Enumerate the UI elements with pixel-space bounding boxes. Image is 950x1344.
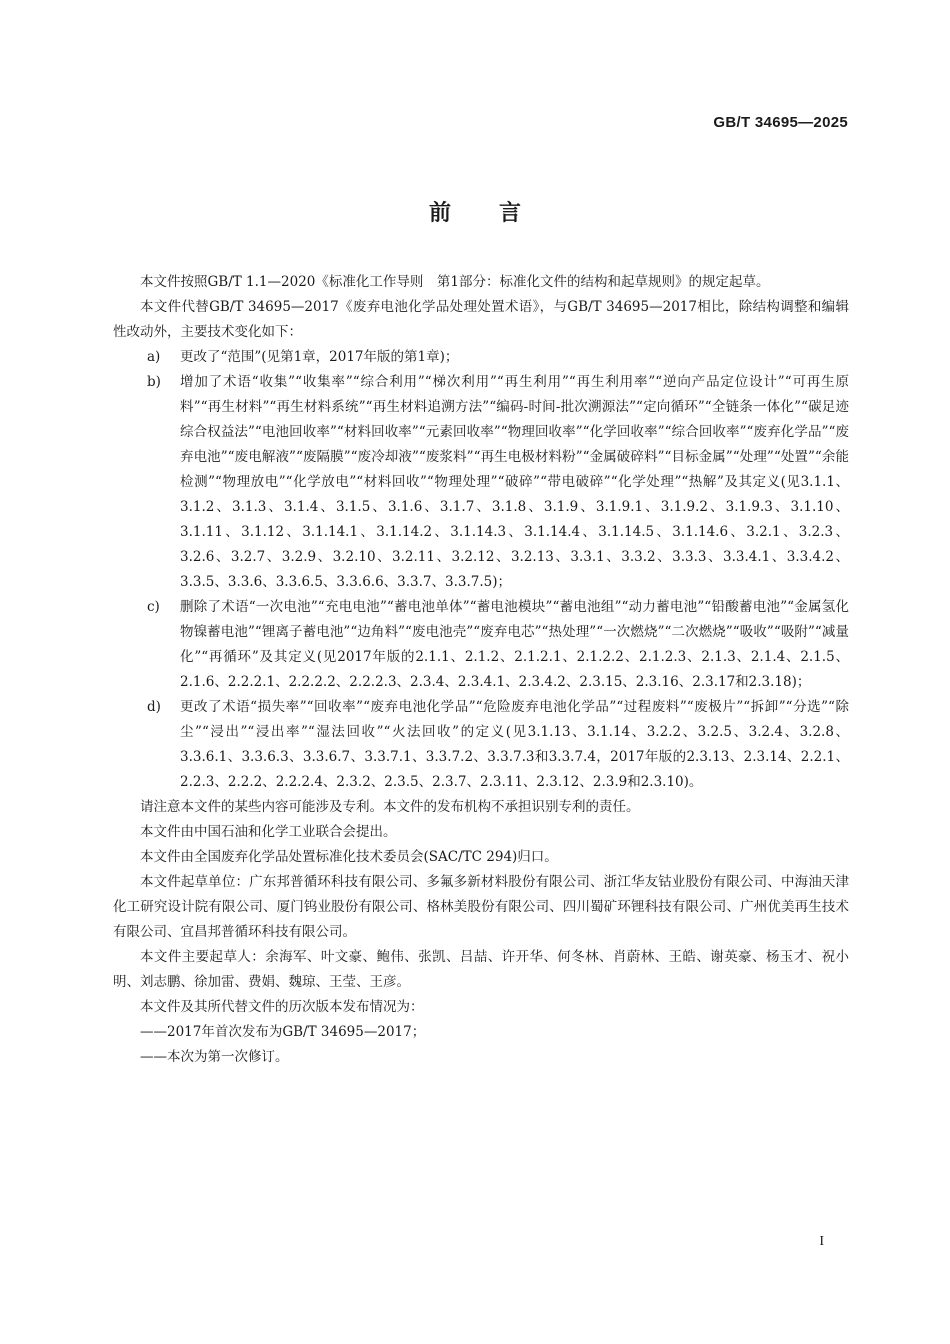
- change-item-b: [113, 370, 849, 595]
- change-text: 删除了术语“一次电池”“充电电池”“蓄电池单体”“蓄电池模块”“蓄电池组”“动力蓄电池”“铅酸蓄电池”“金属氢化物镍蓄电池”“锂离子蓄电池”“边角料”“废电池壳”“废弃电芯”“热处理”“一次燃烧”“二次燃烧”“吸收”“吸附”“减量化”“再循环”及其定义(见2017年版的2.1.1、2.1.2、2.1.2.1、2.1.2.2、2.1.2.3、2.1.3、2.1.4、2.1.5、2.1.6、2.2.2.1、2.2.2.2、2.2.2.3、2.3.4、2.3.4.1、2.3.4.2、2.3.15、2.3.16、2.3.17和2.3.18)；: [180, 599, 849, 690]
- patent-notice: 请注意本文件的某些内容可能涉及专利。本文件的发布机构不承担识别专利的责任。: [140, 799, 640, 815]
- change-text: 更改了“范围”(见第1章，2017年版的第1章)；: [180, 349, 459, 365]
- change-text: 更改了术语“损失率”“回收率”“废弃电池化学品”“危险废弃电池化学品”“过程废料”“废极片”“拆卸”“分选”“除尘”“浸出”“浸出率”“湿法回收”“火法回收”的定义(见3.1.13、3.1.14、3.2.2、3.2.5、3.2.4、3.2.8、3.3.6.1、3.3.6.3、3.3.6.7、3.3.7.1、3.3.7.2、3.3.7.3和3.3.7.4，2017年版的2.3.13、2.3.14、2.2.1、2.2.3、2.2.2、2.2.2.4、2.3.2、2.3.5、2.3.7、2.3.11、2.3.12、2.3.9和2.3.10)。: [180, 699, 849, 790]
- history-item: ——本次为第一次修订。: [140, 1049, 289, 1065]
- change-item-d: [113, 695, 849, 795]
- history-intro: 本文件及其所代替文件的历次版本发布情况为：: [140, 999, 424, 1015]
- page-number: I: [819, 1234, 824, 1249]
- paragraph-replacement: 本文件代替GB/T 34695—2017《废弃电池化学品处理处置术语》，与GB/T 34695—2017相比，除结构调整和编辑性改动外，主要技术变化如下：: [113, 299, 849, 340]
- change-marker: b): [147, 374, 161, 390]
- change-marker: c): [147, 599, 160, 615]
- change-text: 增加了术语“收集”“收集率”“综合利用”“梯次利用”“再生利用”“再生利用率”“逆向产品定位设计”“可再生原料”“再生材料”“再生材料系统”“再生材料追溯方法”“编码-时间-批次溯源法”“定向循环”“全链条一体化”“碳足迹综合权益法”“电池回收率”“材料回收率”“元素回收率”“物理回收率”“化学回收率”“综合回收率”“废弃化学品”“废弃电池”“废电解液”“废隔膜”“废冷却液”“废浆料”“再生电极材料粉”“金属破碎料”“目标金属”“处理”“处置”“余能检测”“物理放电”“化学放电”“材料回收”“物理处理”“破碎”“带电破碎”“化学处理”“热解”及其定义(见3.1.1、3.1.2、3.1.3、3.1.4、3.1.5、3.1.6、3.1.7、3.1.8、3.1.9、3.1.9.1、3.1.9.2、3.1.9.3、3.1.10、3.1.11、3.1.12、3.1.14.1、3.1.14.2、3.1.14.3、3.1.14.4、3.1.14.5、3.1.14.6、3.2.1、3.2.3、3.2.6、3.2.7、3.2.9、3.2.10、3.2.11、3.2.12、3.2.13、3.3.1、3.3.2、3.3.3、3.3.4.1、3.3.4.2、3.3.5、3.3.6、3.3.6.5、3.3.6.6、3.3.7、3.3.7.5)；: [180, 374, 849, 590]
- change-item-c: [113, 595, 849, 695]
- change-marker: d): [147, 699, 161, 715]
- change-marker: a): [147, 349, 161, 365]
- document-body: [113, 270, 849, 1070]
- change-item-a: [113, 345, 849, 370]
- standard-number: GB/T 34695—2025: [713, 114, 848, 131]
- drafting-units: 本文件起草单位：广东邦普循环科技有限公司、多氟多新材料股份有限公司、浙江华友钴业股份有限公司、中海油天津化工研究设计院有限公司、厦门钨业股份有限公司、格林美股份有限公司、四川蜀矿环锂科技有限公司、广州优美再生技术有限公司、宜昌邦普循环科技有限公司。: [113, 874, 849, 940]
- main-drafters: 本文件主要起草人：余海军、叶文豪、鲍伟、张凯、吕喆、许开华、何冬林、肖蔚林、王皓、谢英豪、杨玉才、祝小明、刘志鹏、徐加雷、费娟、魏琼、王莹、王彦。: [113, 949, 849, 990]
- administrator-statement: 本文件由全国废弃化学品处置标准化技术委员会(SAC/TC 294)归口。: [140, 849, 558, 865]
- page-title: 前言: [428, 201, 569, 226]
- paragraph-drafting-rules: 本文件按照GB/T 1.1—2020《标准化工作导则 第1部分：标准化文件的结构和起草规则》的规定起草。: [140, 274, 770, 290]
- proposer-statement: 本文件由中国石油和化学工业联合会提出。: [140, 824, 397, 840]
- history-item: ——2017年首次发布为GB/T 34695—2017；: [140, 1024, 426, 1040]
